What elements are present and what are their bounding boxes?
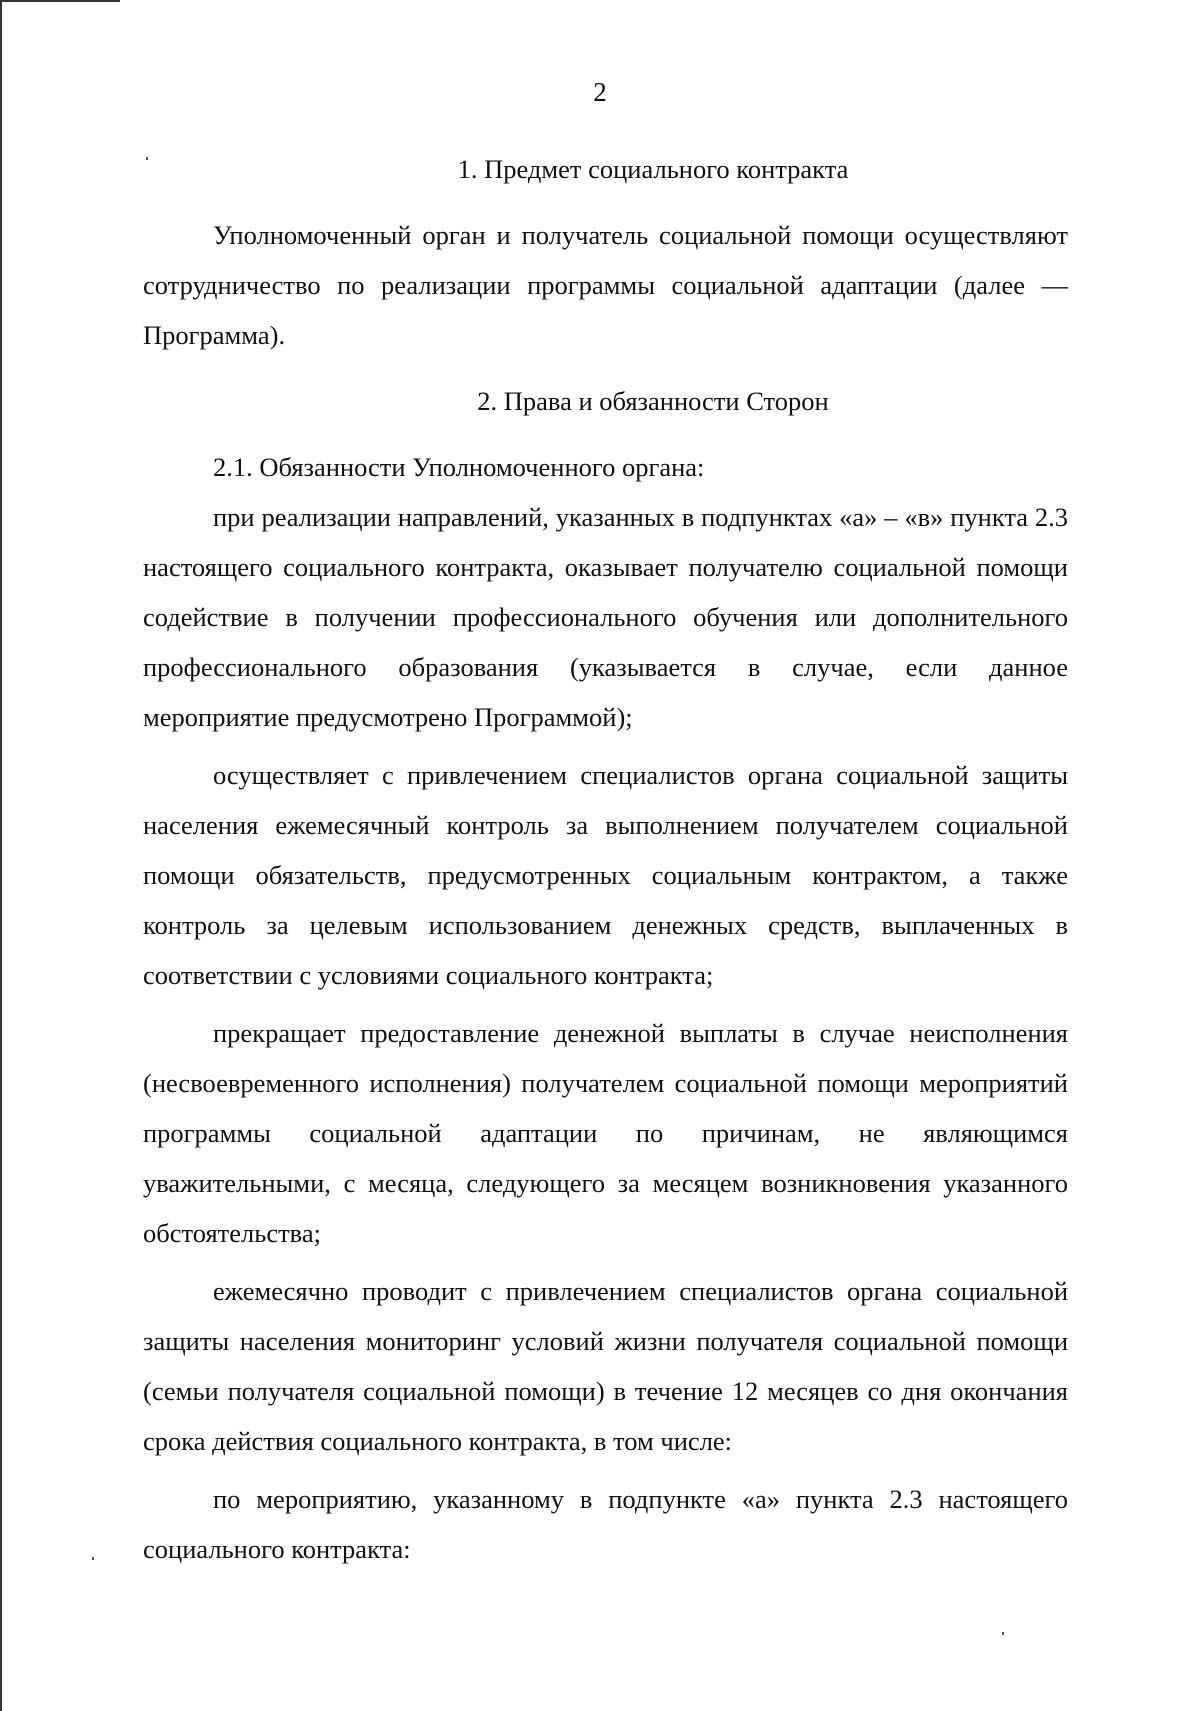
scan-top-mark <box>0 0 120 2</box>
paragraph-training-assistance: при реализации направлений, указанных в подпунктах «а» – «в» пункта 2.3 настоящего социального контракта, оказывает получателю социальной помощи содействие в получении профессионального обучения или дополнительного профессионального образования (указывается в случае, если данное мероприятие предусмотрено Программой); <box>143 502 1068 732</box>
section-1-paragraph: Уполномоченный орган и получатель социальной помощи осуществляют сотрудничество по реализации программы социальной адаптации (далее — Программа). <box>143 220 1068 350</box>
section-2-heading: 2. Права и обязанности Сторон <box>477 386 829 416</box>
document-body <box>143 144 1068 1574</box>
scan-speck <box>1002 1632 1004 1635</box>
scan-speck <box>92 1557 94 1560</box>
scan-speck <box>146 157 148 160</box>
section-2-1-subheading: 2.1. Обязанности Уполномоченного органа: <box>213 452 705 482</box>
paragraph-monitoring: ежемесячно проводит с привлечением специалистов органа социальной защиты населения мониторинг условий жизни получателя социальной помощи (семьи получателя социальной помощи) в течение 12 месяцев со дня окончания срока действия социального контракта, в том числе: <box>143 1276 1068 1456</box>
scan-edge-line <box>0 0 2 1711</box>
page-number: 2 <box>593 77 607 107</box>
paragraph-monthly-control: осуществляет с привлечением специалистов органа социальной защиты населения ежемесячный контроль за выполнением получателем социальной помощи обязательств, предусмотренных социальным контрактом, а также контроль за целевым использованием денежных средств, выплаченных в соответствии с условиями социального контракта; <box>143 760 1068 990</box>
section-1-heading: 1. Предмет социального контракта <box>457 154 849 184</box>
paragraph-payment-termination: прекращает предоставление денежной выплаты в случае неисполнения (несвоевременного исполнения) получателем социальной помощи мероприятий программы социальной адаптации по причинам, не являющимся уважительными, с месяца, следующего за месяцем возникновения указанного обстоятельства; <box>143 1018 1068 1248</box>
paragraph-measure-a: по мероприятию, указанному в подпункте «а» пункта 2.3 настоящего социального контракта: <box>143 1484 1068 1564</box>
